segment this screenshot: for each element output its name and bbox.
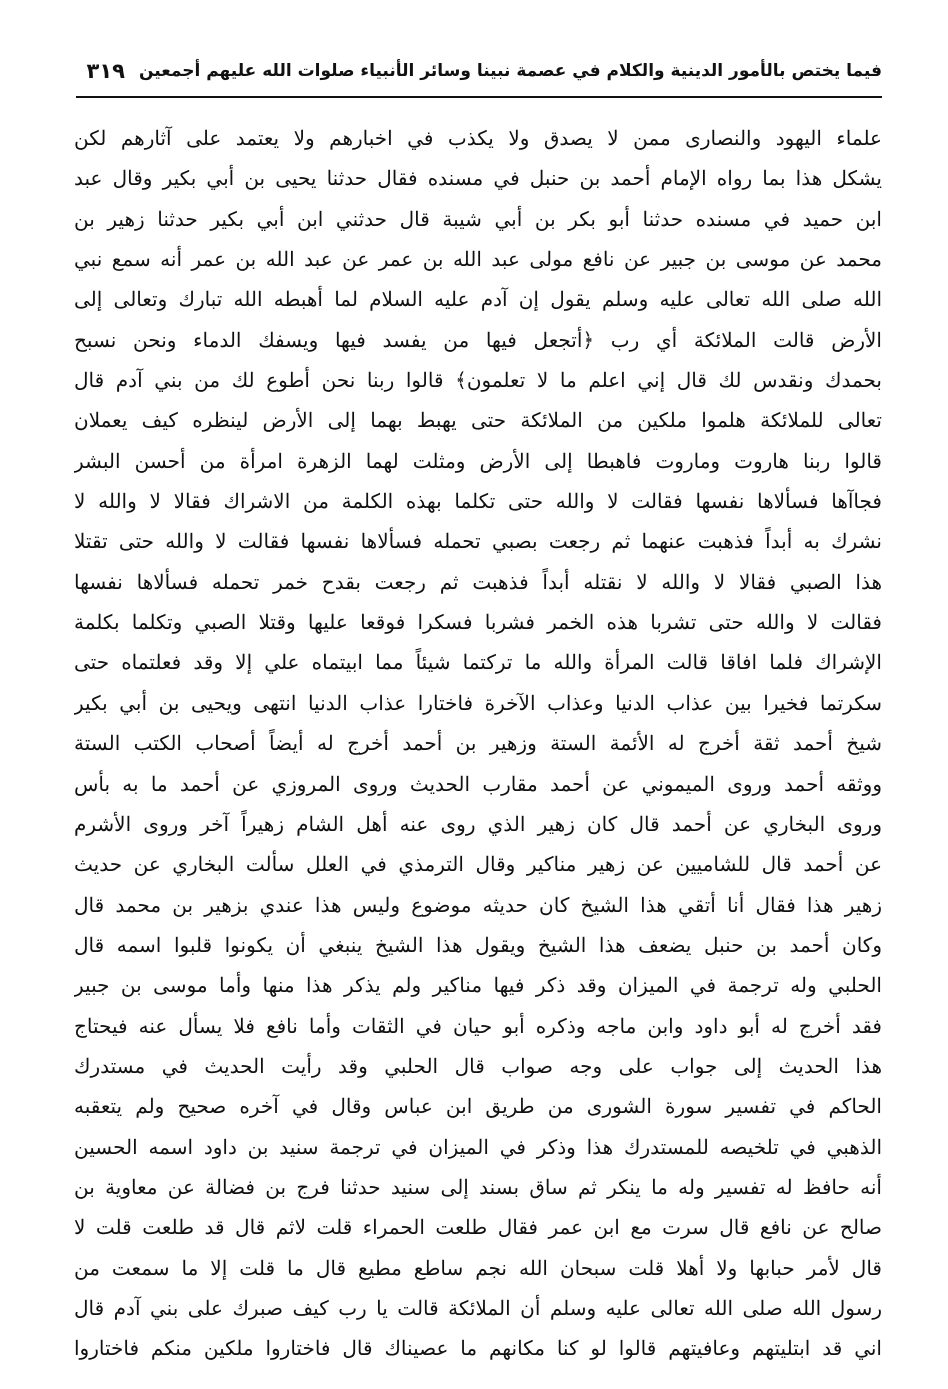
- text-line: الحاكم في تفسير سورة الشورى من طريق ابن عباس وقال في آخره صحيح ولم يتعقبه: [74, 1094, 882, 1119]
- text-line: رسول الله صلى الله تعالى عليه وسلم أن الملائكة قالت يا رب كيف صبرك على بني آدم قال: [74, 1295, 882, 1320]
- page-number: ٣١٩: [86, 59, 125, 83]
- text-line: وروى البخاري عن أحمد قال كان زهير الذي روى عنه أهل الشام زهيراً آخر وروى الأشرم: [74, 811, 882, 836]
- text-line: هذا الصبي فقالا لا والله لا نقتله أبداً فذهبت ثم رجعت بقدح خمر تحمله فسألاها نفسها: [74, 569, 882, 594]
- text-line: زهير هذا فقال أنا أتقي هذا الشيخ كان حديثه موضوع وليس هذا عندي بزهير بن محمد قال: [74, 892, 882, 917]
- text-line: ووثقه أحمد وروى الميموني عن أحمد مقارب الحديث وروى المروزي عن أحمد ما به بأس: [74, 771, 882, 796]
- text-line: قالوا ربنا هاروت وماروت فاهبطا إلى الأرض ومثلت لهما الزهرة امرأة من أحسن البشر: [74, 448, 882, 473]
- body-text: [74, 118, 882, 1369]
- text-line: الله صلى الله تعالى عليه وسلم يقول إن آدم عليه السلام لما أهبطه الله تبارك وتعالى إلى: [74, 287, 882, 312]
- text-line: الذهبي في تلخيصه للمستدرك هذا وذكر في الميزان في ترجمة سنيد بن داود اسمه الحسين: [74, 1134, 882, 1159]
- text-line: علماء اليهود والنصارى ممن لا يصدق ولا يكذب في اخبارهم ولا يعتمد على آثارهم لكن: [74, 126, 882, 150]
- text-line: ابن حميد في مسنده حدثنا أبو بكر بن أبي شيبة قال حدثني ابن أبي بكير حدثنا زهير بن: [74, 206, 882, 231]
- header-divider: [76, 96, 882, 98]
- text-line: بحمدك ونقدس لك قال إني اعلم ما لا تعلمون﴾ قالوا ربنا نحن أطوع لك من بني آدم قال: [74, 368, 882, 393]
- text-line: سكرتما فخيرا بين عذاب الدنيا وعذاب الآخرة فاختارا عذاب الدنيا انتهى ويحيى بن أبي بكير: [74, 690, 882, 715]
- text-line: شيخ أحمد ثقة أخرج له الأئمة الستة وزهير بن أحمد أخرج له أيضاً أصحاب الكتب الستة: [74, 731, 882, 756]
- text-line: فقد أخرج له أبو داود وابن ماجه وذكره أبو حيان في الثقات وأما نافع فلا يسأل عنه فيحتاج: [74, 1013, 882, 1038]
- text-line: أنه حافظ له تفسير وله ما ينكر ثم ساق بسند إلى سنيد حدثنا فرج بن فضالة عن معاوية بن: [74, 1174, 882, 1199]
- header-title: فيما يختص بالأمور الدينية والكلام في عصمة نبينا وسائر الأنبياء صلوات الله عليهم أجمعين: [139, 61, 882, 81]
- running-header: [76, 50, 882, 92]
- text-line: فقالت لا والله حتى تشربا هذه الخمر فشربا فسكرا فوقعا عليها وقتلا الصبي وتكلما بكلمة: [74, 610, 882, 635]
- text-line: الأرض قالت الملائكة أي رب ﴿أتجعل فيها من يفسد فيها ويسفك الدماء ونحن نسبح: [74, 327, 882, 352]
- text-line: صالح عن نافع قال سرت مع ابن عمر فقال طلعت الحمراء قلت لاثم قال قد طلعت قلت لا: [74, 1215, 882, 1240]
- text-line: الحلبي وله ترجمة في الميزان وقد ذكر فيها مناكير ولم يذكر هذا منها وأما موسى بن جبير: [74, 973, 882, 998]
- text-line: الإشراك فلما افاقا قالت المرأة والله ما تركتما شيئاً مما ابيتماه علي إلا وقد فعلتماه حتى: [74, 650, 882, 675]
- text-line: يشكل هذا بما رواه الإمام أحمد بن حنبل في مسنده فقال حدثنا يحيى بن أبي بكير وقال عبد: [74, 166, 882, 191]
- text-line: وكان أحمد بن حنبل يضعف هذا الشيخ ويقول هذا الشيخ ينبغي أن يكونوا قلبوا اسمه قال: [74, 932, 882, 957]
- text-line: هذا الحديث إلى جواب على وجه صواب قال الحلبي وقد رأيت الحديث في مستدرك: [74, 1053, 882, 1078]
- text-line: فجاآها فسألاها نفسها فقالت لا والله حتى تكلما بهذه الكلمة من الاشراك فقالا لا والله لا: [74, 489, 882, 514]
- text-line: تعالى للملائكة هلموا ملكين من الملائكة حتى يهبط بهما إلى الأرض لينظره كيف يعملان: [74, 408, 882, 433]
- text-line: نشرك به أبداً فذهبت عنهما ثم رجعت بصبي تحمله فسألاها نفسها فقالت لا والله حتى تقتلا: [74, 529, 882, 554]
- text-line: محمد عن موسى بن جبير عن نافع مولى عبد الله بن عمر عن عبد الله بن عمر أنه سمع نبي: [74, 247, 882, 272]
- text-line: عن أحمد قال للشاميين عن زهير مناكير وقال الترمذي في العلل سألت البخاري عن حديث: [74, 852, 882, 877]
- text-line: قال لأمر حبابها ولا أهلا قلت سبحان الله نجم ساطع مطيع قال ما قلت إلا ما سمعت من: [74, 1255, 882, 1280]
- text-line: اني قد ابتليتهم وعافيتهم قالوا لو كنا مكانهم ما عصيناك قال فاختاروا ملكين منكم فاختاروا: [74, 1336, 882, 1361]
